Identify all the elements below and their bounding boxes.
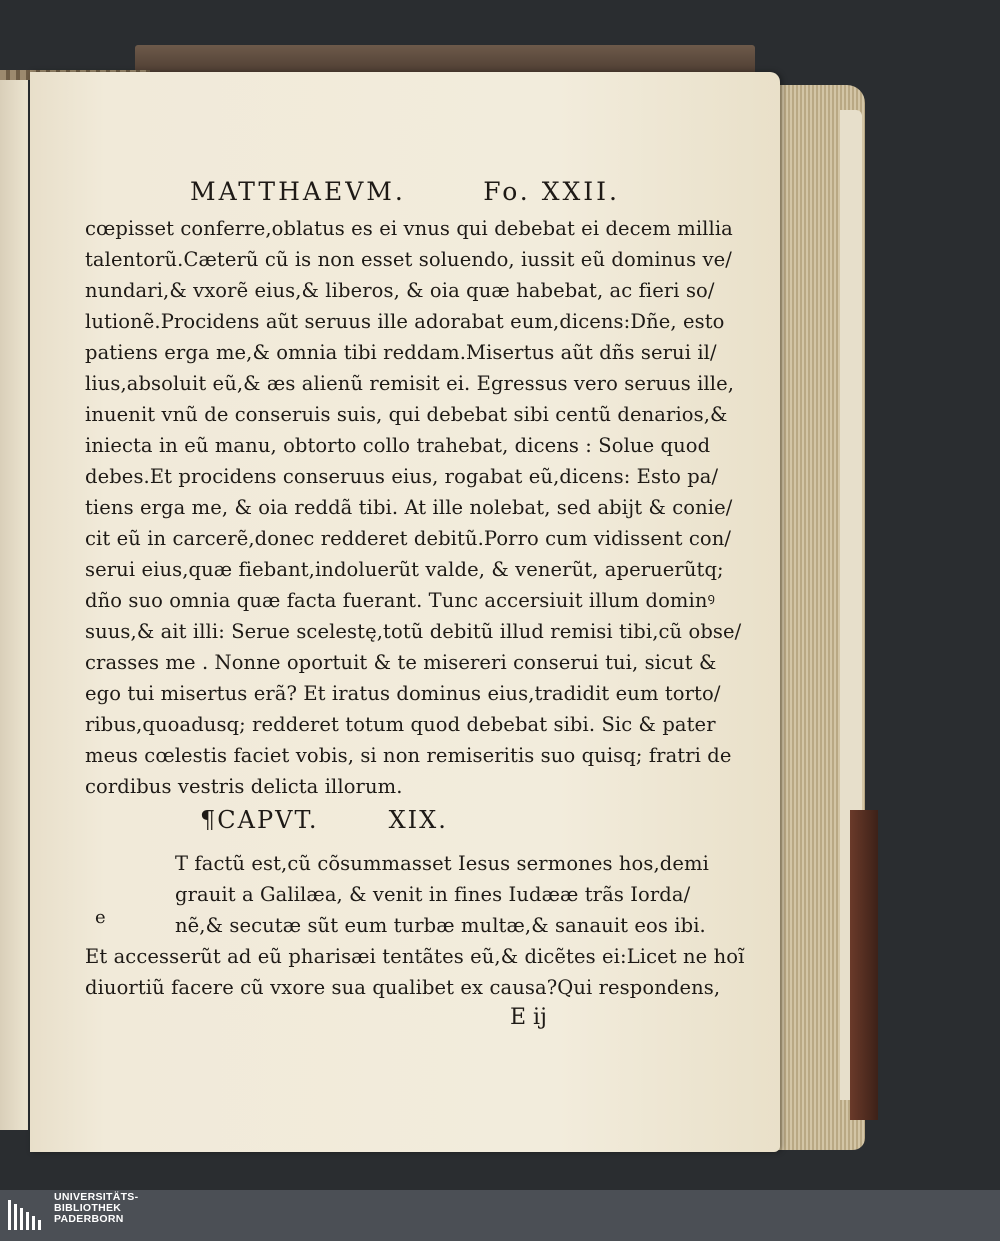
left-page-edge [0,80,28,1130]
library-name [54,1192,138,1225]
text-line: suus,& ait illi: Serue scelestę,totũ debitũ illud remisi tibi,cũ obse/ [85,620,742,643]
text-line: cœpisset conferre,oblatus es ei vnus qui debebat ei decem millia [85,217,733,240]
text-line: inuenit vnũ de conseruis suis, qui debebat sibi centũ denarios,& [85,403,728,426]
text-line: nẽ,& secutæ sũt eum turbæ multæ,& sanauit eos ibi. [175,914,706,937]
guide-letter: e [95,907,106,928]
text-line: Et accesserũt ad eũ pharisæi tentãtes eũ,& dicẽtes ei:Licet ne hoĩ [85,945,745,968]
text-line: ego tui misertus erã? Et iratus dominus eius,tradidit eum torto/ [85,682,721,705]
body-text [85,213,742,802]
text-line: debes.Et procidens conseruus eius, rogabat eũ,dicens: Esto pa/ [85,465,719,488]
library-name-line: BIBLIOTHEK [54,1202,122,1214]
text-line: ribus,quoadusq; redderet totum quod debebat sibi. Sic & pater [85,713,716,736]
text-line: tiens erga me, & oia reddã tibi. At ille nolebat, sed abijt & conie/ [85,496,733,519]
chapter-heading [200,806,630,848]
folio-number: Fo. XXII. [483,177,620,206]
text-line: T factũ est,cũ cõsummasset Iesus sermones hos,demi [175,852,709,875]
running-head [190,177,620,213]
text-line: talentorũ.Cæterũ cũ is non esset soluendo, iussit eũ dominus ve/ [85,248,732,271]
text-line: serui eius,quæ fiebant,indoluerũt valde, & venerũt, aperuerũtq; [85,558,724,581]
library-name-line: PADERBORN [54,1213,124,1225]
text-line: lutionẽ.Procidens aũt seruus ille adorabat eum,dicens:Dñe, esto [85,310,725,333]
chapter-text [85,848,709,941]
text-line: lius,absoluit eũ,& æs alienũ remisit ei. Egressus vero seruus ille, [85,372,735,395]
page-text-block [85,177,745,1033]
text-line: dño suo omnia quæ facta fuerant. Tunc accersiuit illum dominꝰ [85,589,716,612]
leather-cover [850,810,878,1120]
text-line: meus cœlestis faciet vobis, si non remiseritis suo quisq; fratri de [85,744,732,767]
library-footer [0,1190,1000,1241]
catchword: E ij [510,1005,547,1030]
chapter-number: XIX. [388,806,448,834]
text-line: patiens erga me,& omnia tibi reddam.Misertus aũt dñs serui il/ [85,341,717,364]
book-page [30,72,780,1152]
text-line: grauit a Galilæa, & venit in fines Iudææ trãs Iorda/ [175,883,691,906]
text-line: iniecta in eũ manu, obtorto collo trahebat, dicens : Solue quod [85,434,711,457]
text-line: cit eũ in carcerẽ,donec redderet debitũ.Porro cum vidissent con/ [85,527,732,550]
text-line: cordibus vestris delicta illorum. [85,775,403,798]
library-logo-icon [6,1198,46,1232]
chapter-text-continued [85,941,745,1003]
chapter-label: ¶CAPVT. [200,806,319,834]
text-line: diuortiũ facere cũ vxore sua qualibet ex causa?Qui respondens, [85,976,721,999]
text-line: crasses me . Nonne oportuit & te misereri conserui tui, sicut & [85,651,717,674]
text-line: nundari,& vxorẽ eius,& liberos, & oia quæ habebat, ac fieri so/ [85,279,715,302]
library-name-line: UNIVERSITÄTS- [54,1191,139,1203]
running-head-title: MATTHAEVM. [190,177,406,206]
